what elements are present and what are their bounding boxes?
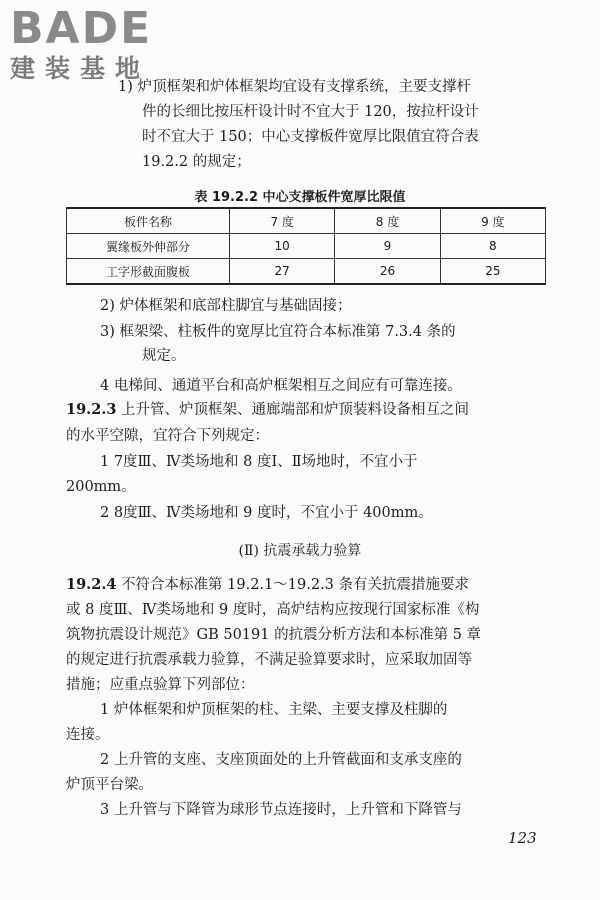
- table-header-row: [67, 208, 546, 234]
- item-1-line-3: 时不宜大于 150；中心支撑板件宽厚比限值宜符合表: [142, 129, 479, 145]
- table-cell: 27: [230, 259, 335, 285]
- table-cell: 翼缘板外伸部分: [67, 234, 230, 259]
- table-cell: 10: [230, 234, 335, 259]
- item-1-line-1: 1) 炉顶框架和炉体框架均宜设有支撑系统，主要支撑杆: [118, 79, 471, 95]
- table-cell: 26: [335, 259, 440, 285]
- clause-19-2-3-item-1-line-1: 1 7度Ⅲ、Ⅳ类场地和 8 度Ⅰ、Ⅱ场地时，不宜小于: [100, 454, 418, 470]
- clause-text: 上升管、炉顶框架、通廊端部和炉顶装料设备相互之间: [116, 402, 470, 418]
- clause-19-2-4-item-1-line-1: 1 炉体框架和炉顶框架的柱、主梁、主要支撑及柱脚的: [100, 702, 448, 718]
- clause-19-2-4-item-3-line-1: 3 上升管与下降管为球形节点连接时，上升管和下降管与: [100, 802, 462, 818]
- brand-logo: [10, 3, 180, 84]
- item-1-line-4: 19.2.2 的规定；: [142, 154, 251, 170]
- item-3-line-2: 规定。: [142, 348, 186, 364]
- clause-number: 19.2.3: [66, 401, 117, 418]
- item-2: 2) 炉体框架和底部柱脚宜与基础固接；: [100, 298, 352, 314]
- table-cell: 9: [335, 234, 440, 259]
- item-1-line-2: 件的长细比按压杆设计时不宜大于 120，按拉杆设计: [142, 104, 479, 120]
- clause-19-2-4-line-2: 或 8 度Ⅲ、Ⅳ类场地和 9 度时，高炉结构应按现行国家标准《构: [66, 602, 480, 618]
- clause-number: 19.2.4: [66, 576, 117, 593]
- table-header-cell: 9 度: [440, 208, 545, 234]
- clause-19-2-4-item-2-line-1: 2 上升管的支座、支座顶面处的上升管截面和支承支座的: [100, 752, 462, 768]
- clause-19-2-4-line-5: 措施；应重点验算下列部位：: [66, 677, 255, 693]
- width-thickness-table: [66, 207, 546, 285]
- clause-19-2-3-line-1: [66, 400, 469, 420]
- clause-19-2-4-item-1-line-2: 连接。: [66, 727, 110, 743]
- section-title: (Ⅱ) 抗震承载力验算: [238, 543, 362, 559]
- item-4: 4 电梯间、通道平台和高炉框架相互之间应有可靠连接。: [100, 378, 462, 394]
- table-cell: 25: [440, 259, 545, 285]
- logo-brand-text: BADE: [10, 3, 153, 54]
- page-number: 123: [508, 829, 537, 847]
- clause-19-2-3-item-2: 2 8度Ⅲ、Ⅳ类场地和 9 度时，不宜小于 400mm。: [100, 505, 433, 521]
- logo-subtitle: 建装基地: [10, 54, 151, 83]
- clause-19-2-4-item-2-line-2: 炉顶平台梁。: [66, 777, 153, 793]
- table-header-cell: 7 度: [230, 208, 335, 234]
- table-title: 表 19.2.2 中心支撑板件宽厚比限值: [194, 190, 406, 205]
- item-3-line-1: 3) 框架梁、柱板件的宽厚比宜符合本标准第 7.3.4 条的: [100, 324, 456, 340]
- clause-19-2-3-line-2: 的水平空隙，宜符合下列规定：: [66, 428, 269, 444]
- table-header-cell: 板件名称: [67, 208, 230, 234]
- clause-19-2-4-line-4: 的规定进行抗震承载力验算，不满足验算要求时，应采取加固等: [66, 652, 472, 668]
- table-header-cell: 8 度: [335, 208, 440, 234]
- clause-19-2-3-item-1-line-2: 200mm。: [66, 479, 136, 495]
- clause-19-2-4-line-1: [66, 575, 469, 595]
- table-cell: 工字形截面腹板: [67, 259, 230, 285]
- clause-19-2-4-line-3: 筑物抗震设计规范》GB 50191 的抗震分析方法和本标准第 5 章: [66, 627, 482, 643]
- table-row: [67, 259, 546, 285]
- table-row: [67, 234, 546, 259]
- clause-text: 不符合本标准第 19.2.1～19.2.3 条有关抗震措施要求: [116, 577, 470, 593]
- table-cell: 8: [440, 234, 545, 259]
